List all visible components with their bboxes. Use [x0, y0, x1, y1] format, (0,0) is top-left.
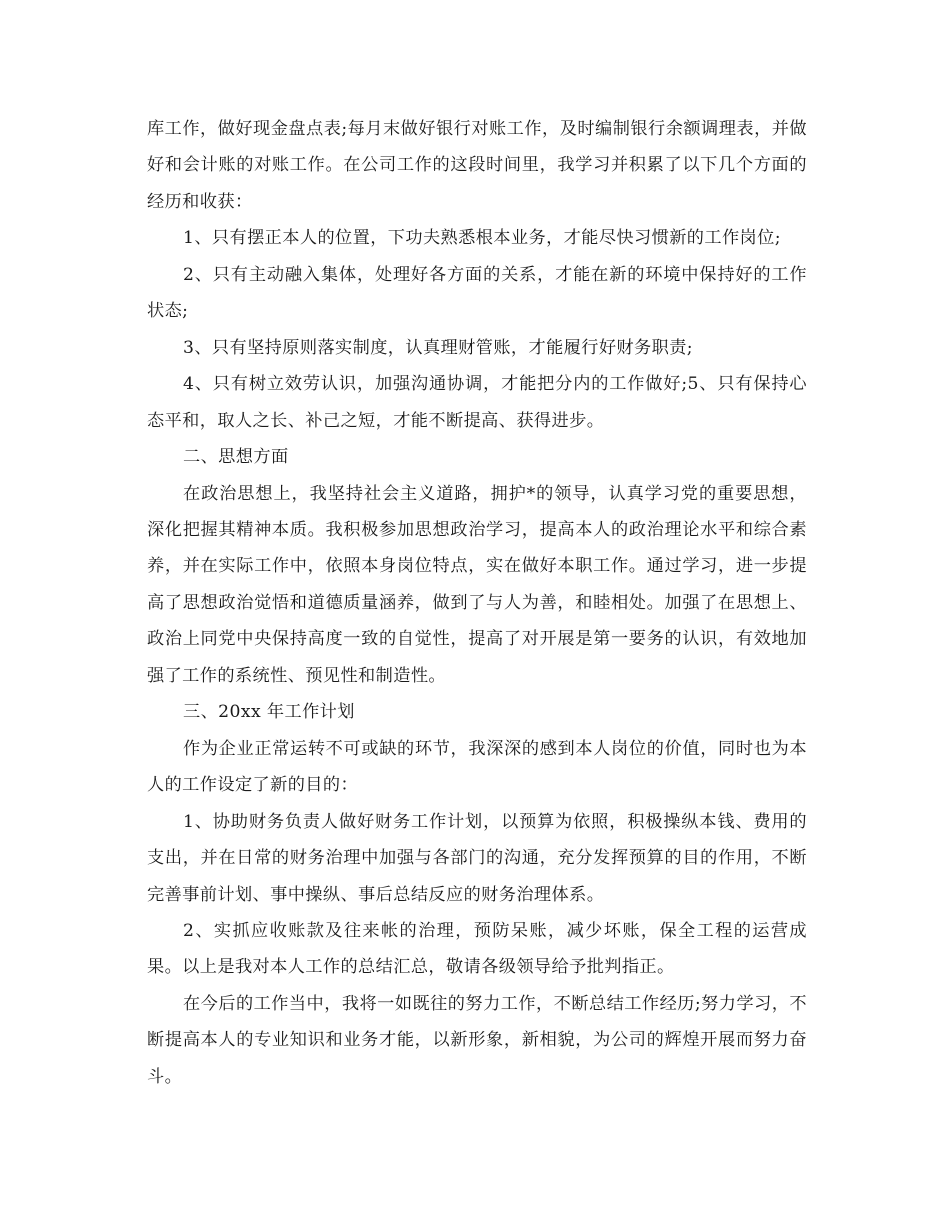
section-heading-work-plan: 三、20xx 年工作计划: [183, 702, 355, 723]
list-item-2: 2、只有主动融入集体，处理好各方面的关系，才能在新的环境中保持好的工作状态;: [147, 264, 807, 322]
plan-item-1: 1、协助财务负责人做好财务工作计划，以预算为依照，积极操纵本钱、费用的支出，并在日常的财务治理中加强与各部门的沟通，充分发挥预算的目的作用，不断完善事前计划、事中操纵、事后总结反应的财务治理体系。: [147, 811, 807, 905]
list-item-4-5: 4、只有树立效劳认识，加强沟通协调，才能把分内的工作做好;5、只有保持心态平和，取人之长、补己之短，才能不断提高、获得进步。: [147, 374, 807, 431]
section-heading-ideology: 二、思想方面: [183, 447, 289, 468]
paragraph-continuation: 库工作，做好现金盘点表;每月末做好银行对账工作，及时编制银行余额调理表，并做好和会计账的对账工作。在公司工作的这段时间里，我学习并积累了以下几个方面的经历和收获：: [147, 119, 807, 212]
paragraph-closing: 在今后的工作当中，我将一如既往的努力工作，不断总结工作经历;努力学习，不断提高本人的专业知识和业务才能，以新形象，新相貌，为公司的辉煌开展而努力奋斗。: [147, 993, 807, 1087]
list-item-1: 1、只有摆正本人的位置，下功夫熟悉根本业务，才能尽快习惯新的工作岗位;: [183, 228, 781, 249]
document-body: [147, 111, 807, 1095]
paragraph-ideology: 在政治思想上，我坚持社会主义道路，拥护*的领导，认真学习党的重要思想，深化把握其精神本质。我积极参加思想政治学习，提高本人的政治理论水平和综合素养，并在实际工作中，依照本身岗位特点，实在做好本职工作。通过学习，进一步提高了思想政治觉悟和道德质量涵养，做到了与人为善，和睦相处。加强了在思想上、政治上同党中央保持高度一致的自觉性，提高了对开展是第一要务的认识，有效地加强了工作的系统性、预见性和制造性。: [147, 483, 807, 686]
plan-item-2: 2、实抓应收账款及往来帐的治理，预防呆账，减少坏账，保全工程的运营成果。以上是我对本人工作的总结汇总，敬请各级领导给予批判指正。: [147, 920, 807, 978]
paragraph-plan-intro: 作为企业正常运转不可或缺的环节，我深深的感到本人岗位的价值，同时也为本人的工作设定了新的目的：: [147, 738, 807, 796]
list-item-3: 3、只有坚持原则落实制度，认真理财管账，才能履行好财务职责;: [183, 337, 693, 358]
